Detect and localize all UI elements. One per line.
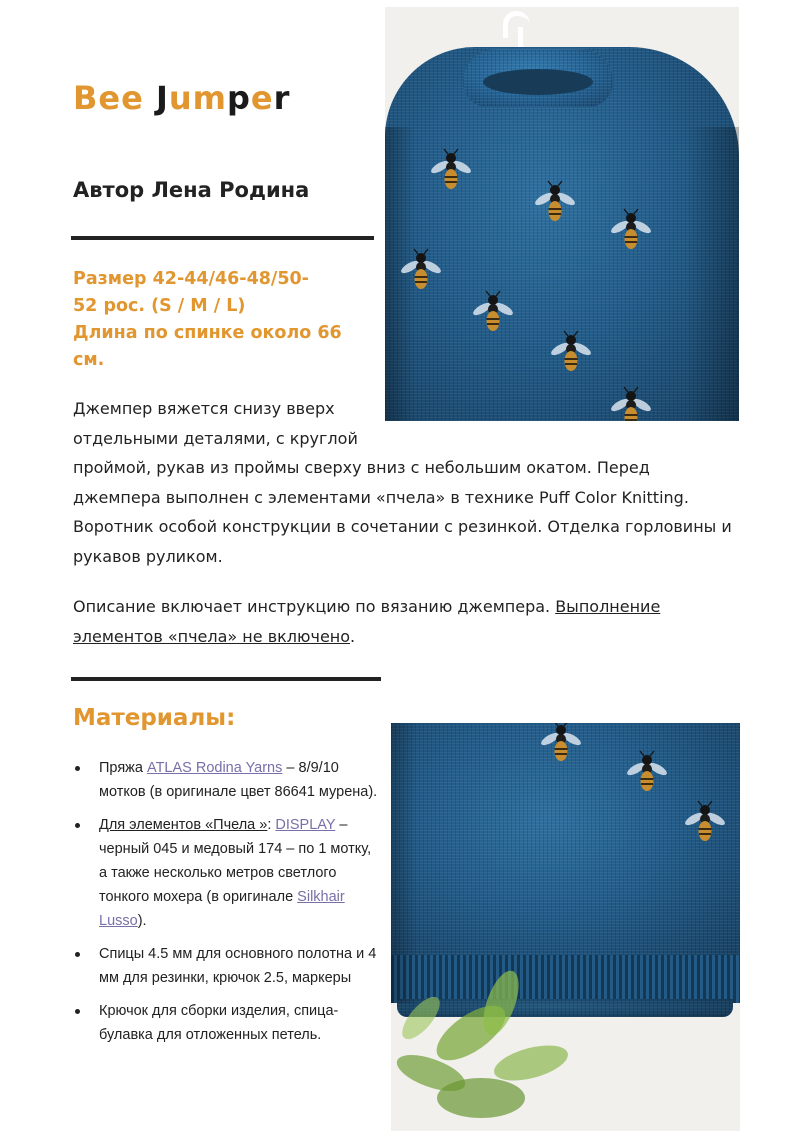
list-item	[73, 756, 378, 804]
sweater-photo-bottom	[391, 723, 740, 1131]
size-line: Размер 42-44/46-48/50-	[73, 269, 309, 289]
item-text: – 8/9/10 мотков (в оригинале цвет 86641 мурена).	[99, 760, 378, 800]
sweater-photo-top	[385, 7, 739, 421]
title-part: p	[226, 79, 251, 117]
bullet-icon	[75, 1009, 80, 1014]
note-exclusion: Выполнение элементов «пчела» не включено	[73, 597, 661, 646]
divider	[71, 677, 381, 681]
length-line: см.	[73, 350, 105, 370]
note-end: .	[350, 626, 356, 646]
atlas-yarn-link[interactable]: ATLAS Rodina Yarns	[146, 760, 283, 776]
bee-motif	[473, 289, 513, 335]
title-part: e	[250, 79, 274, 117]
list-item	[73, 999, 378, 1047]
plant-leaves	[391, 923, 591, 1131]
description-text: Джемпер вяжется снизу вверх отдельными деталями, с круглой проймой, рукав из проймы сверху вниз с небольшим окатом. Перед джемпера выполнен с элементами «пчела» в технике Puff Color Knitting. Воротник особой конструкции в сочетании с резинкой. Отделка горловины и рукавов руликом.	[73, 399, 732, 566]
title-part: J	[143, 79, 169, 117]
item-text: Пряжа	[99, 760, 147, 776]
title-part: um	[168, 79, 227, 117]
title-part: B	[73, 79, 99, 117]
bee-motif	[541, 723, 581, 765]
item-text: Крючок для сборки изделия, спица-булавка для отложенных петель.	[99, 1003, 339, 1043]
bee-motif	[431, 147, 471, 193]
bee-motif	[627, 749, 667, 795]
size-line: 52 рос. (S / M / L)	[73, 296, 246, 316]
bee-motif	[611, 207, 651, 253]
bee-motif	[535, 179, 575, 225]
item-text: Спицы 4.5 мм для основного полотна и 4 мм для резинки, крючок 2.5, маркеры	[99, 946, 377, 986]
display-yarn-link[interactable]: DISPLAY	[275, 817, 336, 833]
silkhair-lusso-link[interactable]: Silkhair Lusso	[99, 889, 345, 929]
bee-motif	[685, 799, 725, 845]
list-item	[73, 942, 378, 990]
author-line: Автор Лена Родина	[73, 178, 310, 202]
item-text: :	[267, 817, 276, 833]
description	[73, 394, 733, 571]
description-note	[73, 592, 733, 651]
item-text: – черный 045 и медовый 174 – по 1 мотку, а также несколько метров светлого тонкого мохера (в оригинале	[99, 817, 372, 905]
size-info	[73, 266, 363, 374]
materials-list	[73, 756, 378, 1056]
length-line: Длина по спинке около 66	[73, 323, 342, 343]
bullet-icon	[75, 823, 80, 828]
title-part: ee	[98, 79, 144, 117]
materials-heading: Материалы:	[73, 705, 236, 731]
page-title	[73, 78, 290, 118]
title-part: r	[273, 79, 291, 117]
bullet-icon	[75, 766, 80, 771]
hanger-hook	[503, 11, 530, 38]
item-text: Для элементов «Пчела »	[99, 817, 268, 833]
bee-motif	[551, 329, 591, 375]
list-item	[73, 813, 378, 933]
note-text: Описание включает инструкцию по вязанию джемпера.	[73, 597, 556, 616]
item-text: ).	[137, 913, 147, 929]
bee-motif	[401, 247, 441, 293]
bullet-icon	[75, 952, 80, 957]
divider	[71, 236, 374, 240]
